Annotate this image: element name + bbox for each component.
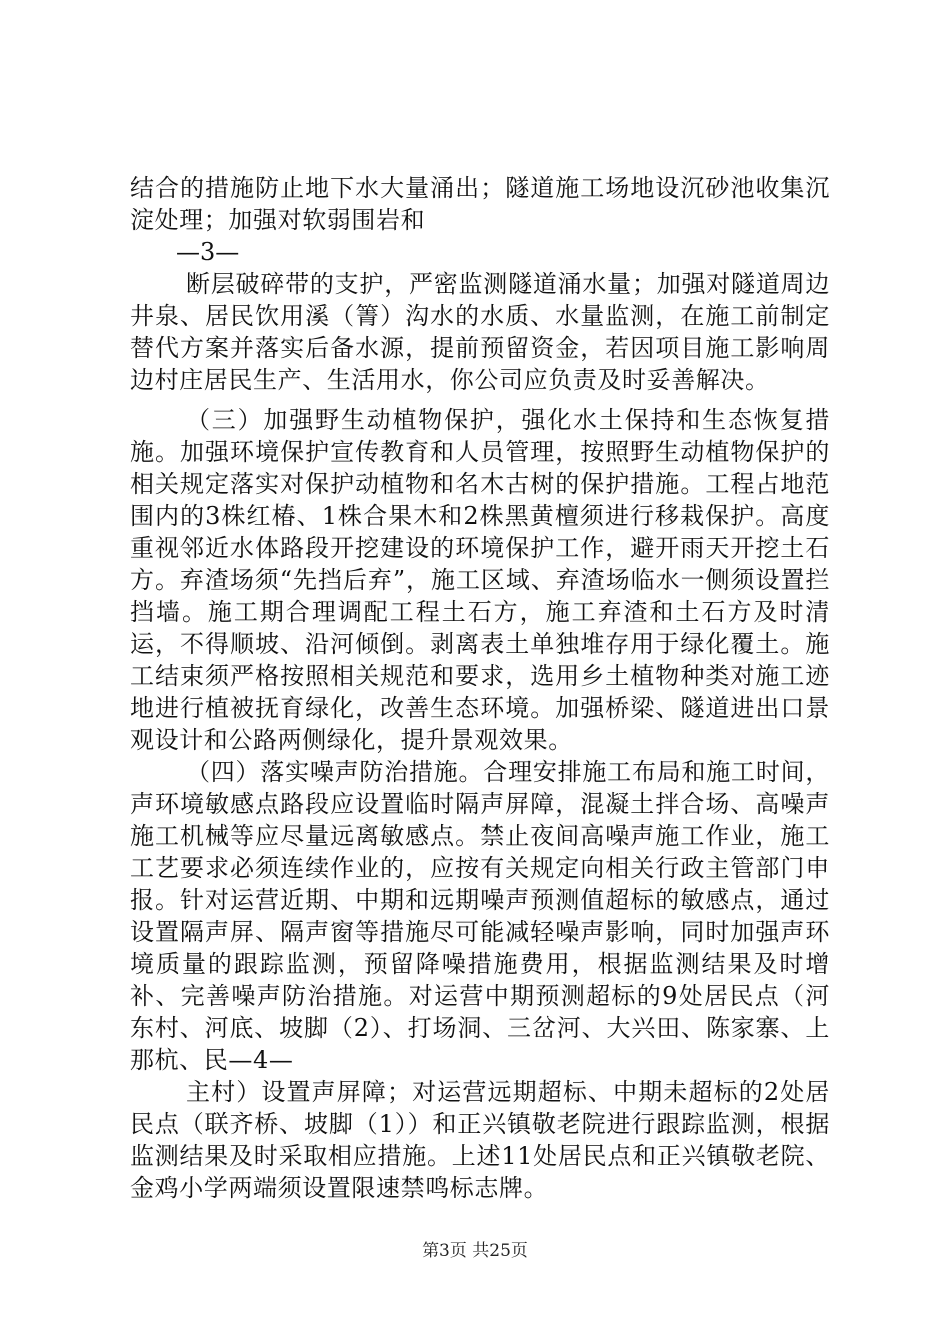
paragraph-groundwater: 断层破碎带的支护，严密监测隧道涌水量；加强对隧道周边井泉、居民饮用溪（箐）沟水的水质、水量监测，在施工前制定替代方案并落实后备水源，提前预留资金，若因项目施工影响周边村庄居民生产、生活用水，你公司应负责及时妥善解决。 bbox=[130, 270, 830, 394]
paragraph-wildlife-protection: （三）加强野生动植物保护，强化水土保持和生态恢复措施。加强环境保护宣传教育和人员管理，按照野生动植物保护的相关规定落实对保护动植物和名木古树的保护措施。工程占地范围内的3株红椿、1株合果木和2株黑黄檀须进行移栽保护。高度重视邻近水体路段开挖建设的环境保护工作，避开雨天开挖土石方。弃渣场须“先挡后弃”，施工区域、弃渣场临水一侧须设置拦挡墙。施工期合理调配工程土石方，施工弃渣和土石方及时清运，不得顺坡、沿河倾倒。剥离表土单独堆存用于绿化覆土。施工结束须严格按照相关规范和要求，选用乡土植物种类对施工迹地进行植被抚育绿化，改善生态环境。加强桥梁、隧道进出口景观设计和公路两侧绿化，提升景观效果。 bbox=[130, 406, 830, 754]
paragraph-noise-control: （四）落实噪声防治措施。合理安排施工布局和施工时间，声环境敏感点路段应设置临时隔声屏障，混凝土拌合场、高噪声施工机械等应尽量远离敏感点。禁止夜间高噪声施工作业，施工工艺要求必须连续作业的，应按有关规定向相关行政主管部门申报。针对运营近期、中期和远期噪声预测值超标的敏感点，通过设置隔声屏、隔声窗等措施尽可能减轻噪声影响，同时加强声环境质量的跟踪监测，预留降噪措施费用，根据监测结果及时增补、完善噪声防治措施。对运营中期预测超标的9处居民点（河东村、河底、坡脚（2）、打场洞、三岔河、大兴田、陈家寨、上那杭、民—4— bbox=[130, 758, 830, 1074]
page-number-marker: —3— bbox=[176, 238, 240, 266]
paragraph-noise-barriers: 主村）设置声屏障；对运营远期超标、中期未超标的2处居民点（联齐桥、坡脚（1））和正兴镇敬老院进行跟踪监测，根据监测结果及时采取相应措施。上述11处居民点和正兴镇敬老院、金鸡小学两端须设置限速禁鸣标志牌。 bbox=[130, 1078, 830, 1202]
paragraph-continuation: 结合的措施防止地下水大量涌出；隧道施工场地设沉砂池收集沉淀处理；加强对软弱围岩和 bbox=[130, 174, 830, 234]
page-footer: 第3页 共25页 bbox=[422, 1241, 528, 1261]
document-body bbox=[130, 172, 830, 1204]
